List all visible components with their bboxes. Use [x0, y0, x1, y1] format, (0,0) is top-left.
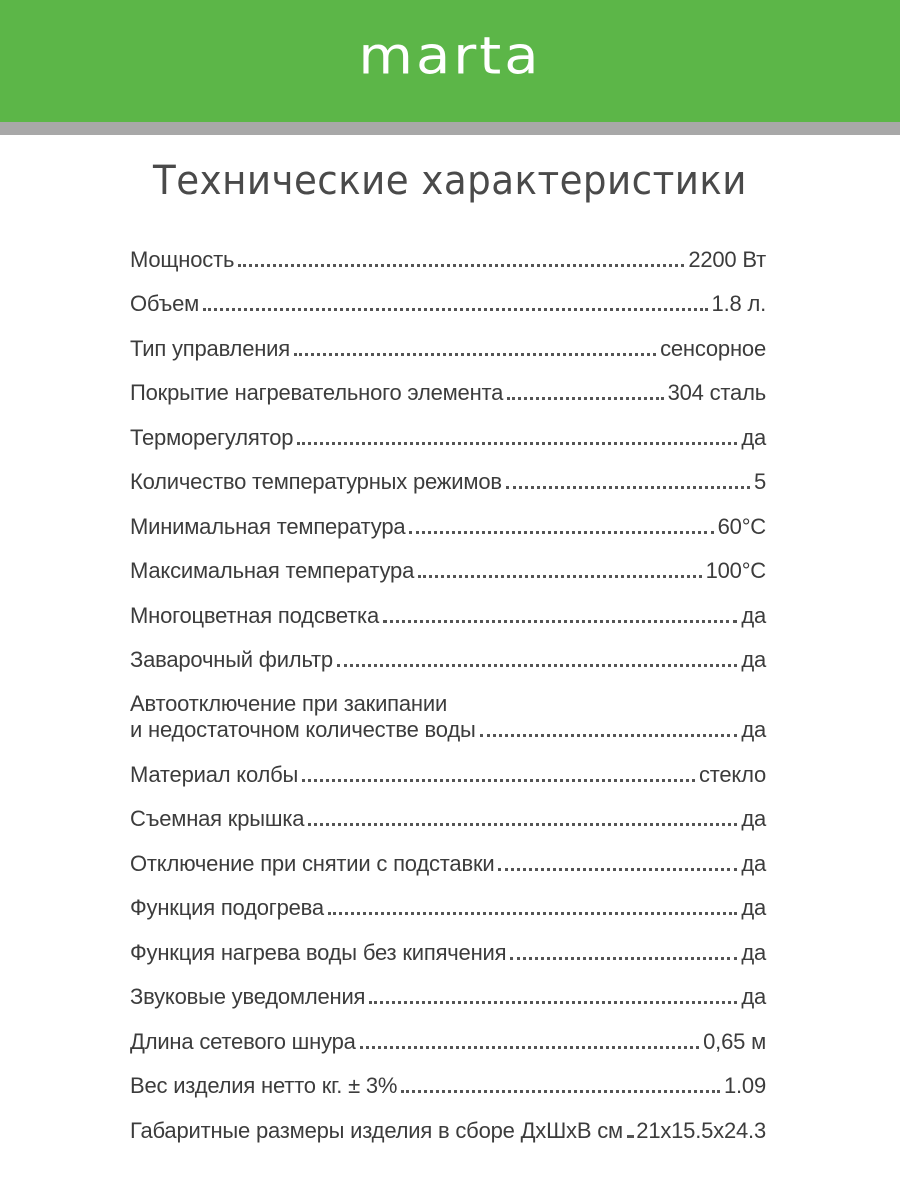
header-stripe	[0, 122, 900, 135]
spec-label: Материал колбы	[130, 761, 299, 787]
dot-leader	[510, 956, 737, 960]
spec-value: да	[741, 895, 766, 920]
dot-leader	[302, 778, 695, 782]
spec-row-flask-material	[130, 743, 766, 788]
page-title: Технические характеристики	[153, 158, 747, 204]
dot-leader	[294, 352, 656, 356]
spec-row-base-off	[130, 832, 766, 877]
dot-leader	[337, 663, 737, 667]
spec-label: Тип управления	[130, 335, 290, 361]
spec-label: Мощность	[130, 246, 235, 272]
spec-value: 0,65 м	[703, 1028, 766, 1054]
dot-leader	[360, 1045, 699, 1049]
spec-label: Звуковые уведомления	[130, 984, 366, 1009]
spec-value: да	[741, 984, 766, 1009]
spec-row-cord-length	[130, 1010, 766, 1055]
spec-row-removable-lid	[130, 788, 766, 833]
spec-row-backlight	[130, 584, 766, 629]
dot-leader	[297, 441, 737, 445]
spec-value: 21х15.5х24.3	[636, 1117, 766, 1143]
dot-leader	[308, 822, 737, 826]
spec-label-line1: Автоотключение при закипании	[130, 691, 448, 716]
spec-list	[130, 228, 766, 1144]
dot-leader	[507, 396, 663, 400]
dot-leader	[401, 1089, 720, 1093]
dot-leader	[203, 307, 707, 311]
header-bar	[0, 0, 900, 122]
spec-label: Максимальная температура	[130, 558, 415, 583]
spec-label: Отключение при снятии с подставки	[130, 850, 495, 876]
spec-row-heating-element	[130, 362, 766, 407]
spec-label: Количество температурных режимов	[130, 469, 502, 494]
spec-row-temperature-modes	[130, 451, 766, 496]
dot-leader	[506, 485, 750, 489]
spec-value: 1.8 л.	[711, 291, 766, 316]
spec-row-power	[130, 228, 766, 273]
spec-value: 2200 Вт	[688, 246, 766, 272]
spec-value: 60°С	[717, 513, 766, 539]
spec-row-thermostat	[130, 406, 766, 451]
spec-label: Съемная крышка	[130, 806, 305, 831]
dot-leader	[369, 1000, 737, 1004]
spec-value: 5	[753, 469, 766, 494]
spec-value: да	[741, 424, 766, 450]
dot-leader	[627, 1134, 632, 1138]
spec-value: 304 сталь	[667, 380, 766, 405]
spec-value: да	[741, 602, 766, 628]
dot-leader	[409, 530, 713, 534]
dot-leader	[498, 867, 737, 871]
dot-leader	[418, 574, 701, 578]
spec-value: сенсорное	[660, 335, 766, 361]
spec-label: Минимальная температура	[130, 513, 406, 539]
spec-value: 1.09	[723, 1073, 766, 1098]
dot-leader	[480, 733, 738, 737]
spec-row-control-type	[130, 317, 766, 362]
spec-value: да	[741, 717, 766, 742]
spec-value: да	[741, 647, 766, 672]
spec-row-dimensions	[130, 1099, 766, 1144]
spec-row-heat-no-boil	[130, 921, 766, 966]
spec-value: да	[741, 939, 766, 965]
spec-label: Габаритные размеры изделия в сборе ДхШхВ см	[130, 1117, 623, 1143]
spec-label: Функция подогрева	[130, 895, 324, 920]
spec-row-max-temperature	[130, 540, 766, 585]
dot-leader	[238, 263, 684, 267]
spec-label-block	[130, 691, 476, 743]
spec-row-auto-off	[130, 673, 766, 743]
spec-label: Функция нагрева воды без кипячения	[130, 939, 507, 965]
spec-value: стекло	[698, 761, 766, 787]
brand-logo: marta	[358, 26, 542, 87]
spec-value: 100°С	[705, 558, 766, 583]
spec-value: да	[741, 850, 766, 876]
spec-label: Объем	[130, 291, 200, 316]
spec-row-volume	[130, 273, 766, 318]
spec-row-sound-alerts	[130, 966, 766, 1011]
spec-row-brew-filter	[130, 629, 766, 674]
spec-value: да	[741, 806, 766, 831]
spec-row-keep-warm	[130, 877, 766, 922]
spec-label: Заварочный фильтр	[130, 647, 333, 672]
spec-label: Терморегулятор	[130, 424, 294, 450]
spec-row-net-weight	[130, 1055, 766, 1100]
spec-label: Многоцветная подсветка	[130, 602, 379, 628]
spec-label: Покрытие нагревательного элемента	[130, 380, 504, 405]
dot-leader	[383, 619, 737, 623]
spec-label: и недостаточном количестве воды	[130, 717, 476, 742]
dot-leader	[328, 911, 737, 915]
spec-label: Длина сетевого шнура	[130, 1028, 356, 1054]
spec-row-min-temperature	[130, 495, 766, 540]
spec-label: Вес изделия нетто кг. ± 3%	[130, 1073, 398, 1098]
